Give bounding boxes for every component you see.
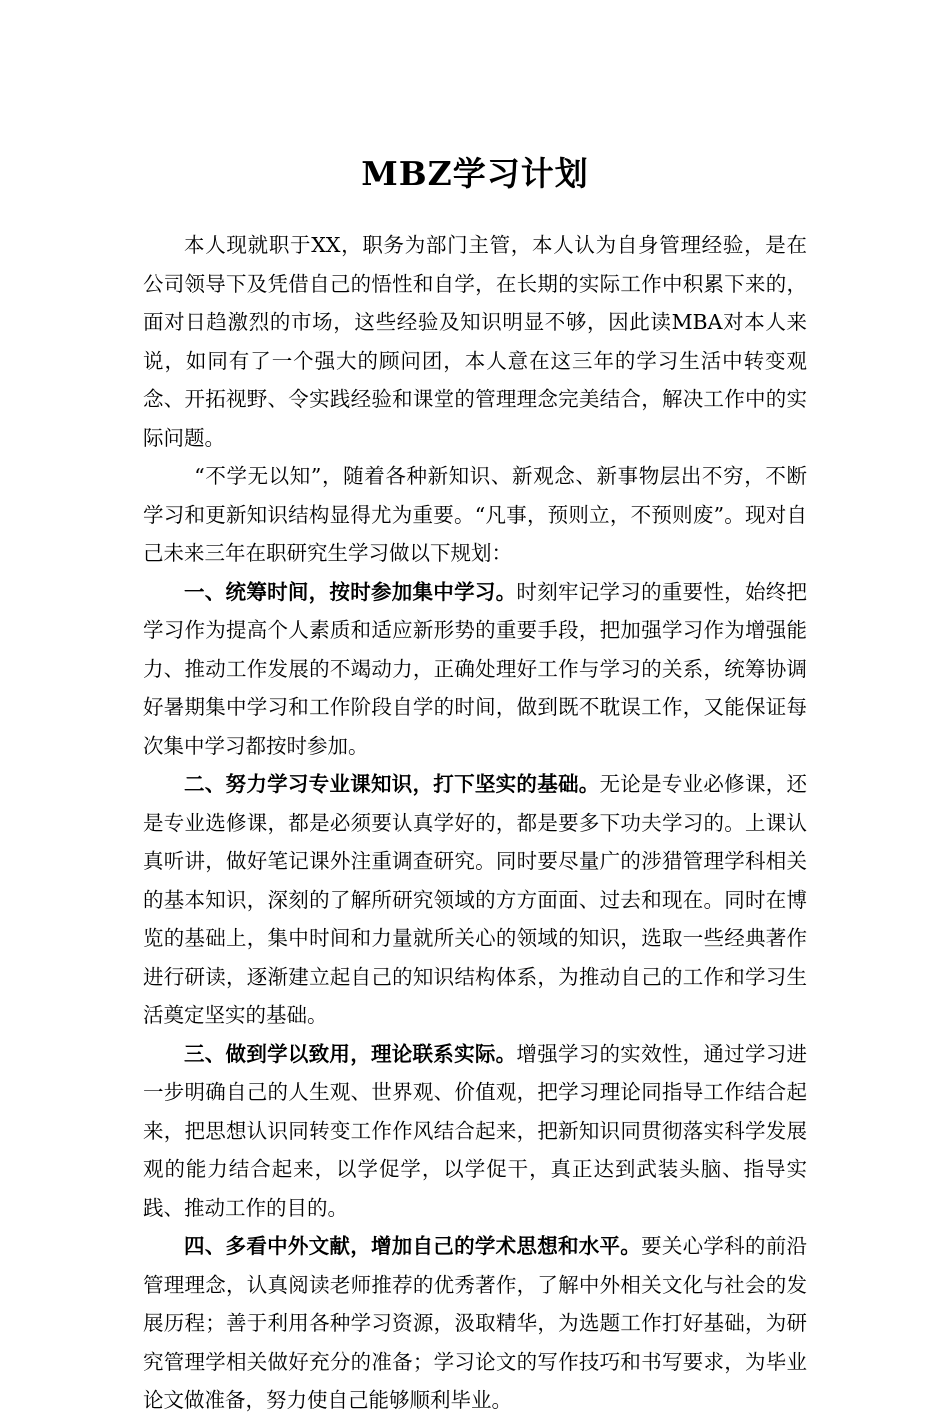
section-heading-4: 四、多看中外文献，增加自己的学术思想和水平。 xyxy=(184,1234,642,1258)
section-heading-1: 一、统筹时间，按时参加集中学习。 xyxy=(184,579,517,604)
document-body xyxy=(143,226,807,1420)
section-paragraph-4 xyxy=(143,1227,807,1420)
section-heading-2: 二、努力学习专业课知识，打下坚实的基础。 xyxy=(184,772,600,796)
section-text-4: 要关心学科的前沿管理理念，认真阅读老师推荐的优秀著作，了解中外相关文化与社会的发展历程；善于利用各种学习资源，汲取精华，为选题工作打好基础，为研究管理学相关做好充分的准备；学习论文的写作技巧和书写要求，为毕业论文做准备，努力使自己能够顺利毕业。 xyxy=(143,1234,808,1412)
document-title: MBZ学习计划 xyxy=(361,154,589,193)
section-paragraph-1 xyxy=(143,573,807,766)
quote-paragraph: “不学无以知”，随着各种新知识、新观念、新事物层出不穷，不断学习和更新知识结构显得尤为重要。“凡事，预则立，不预则废”。现对自己未来三年在职研究生学习做以下规划： xyxy=(143,464,807,565)
section-text-3: 增强学习的实效性，通过学习进一步明确自己的人生观、世界观、价值观，把学习理论同指导工作结合起来，把思想认识同转变工作作风结合起来，把新知识同贯彻落实科学发展观的能力结合起来，以学促学，以学促干，真正达到武装头脑、指导实践、推动工作的目的。 xyxy=(143,1041,808,1220)
section-text-2: 无论是专业必修课，还是专业选修课，都是必须要认真学好的，都是要多下功夫学习的。上课认真听讲，做好笔记课外注重调查研究。同时要尽量广的涉猎管理学科相关的基本知识，深刻的了解所研究领域的方方面面、过去和现在。同时在博览的基础上，集中时间和力量就所关心的领域的知识，选取一些经典著作进行研读，逐渐建立起自己的知识结构体系，为推动自己的工作和学习生活奠定坚实的基础。 xyxy=(143,772,808,1027)
section-text-1: 时刻牢记学习的重要性，始终把学习作为提高个人素质和适应新形势的重要手段，把加强学习作为增强能力、推动工作发展的不竭动力，正确处理好工作与学习的关系，统筹协调好暑期集中学习和工作阶段自学的时间，做到既不耽误工作，又能保证每次集中学习都按时参加。 xyxy=(143,579,808,758)
section-paragraph-3 xyxy=(143,1035,807,1228)
intro-paragraph: 本人现就职于XX，职务为部门主管，本人认为自身管理经验，是在公司领导下及凭借自己的悟性和自学，在长期的实际工作中积累下来的，面对日趋激烈的市场，这些经验及知识明显不够，因此读MBA对本人来说，如同有了一个强大的顾问团，本人意在这三年的学习生活中转变观念、开拓视野、令实践经验和课堂的管理理念完美结合，解决工作中的实际问题。 xyxy=(143,233,807,450)
section-paragraph-2 xyxy=(143,765,807,1035)
section-heading-3: 三、做到学以致用，理论联系实际。 xyxy=(184,1041,517,1066)
